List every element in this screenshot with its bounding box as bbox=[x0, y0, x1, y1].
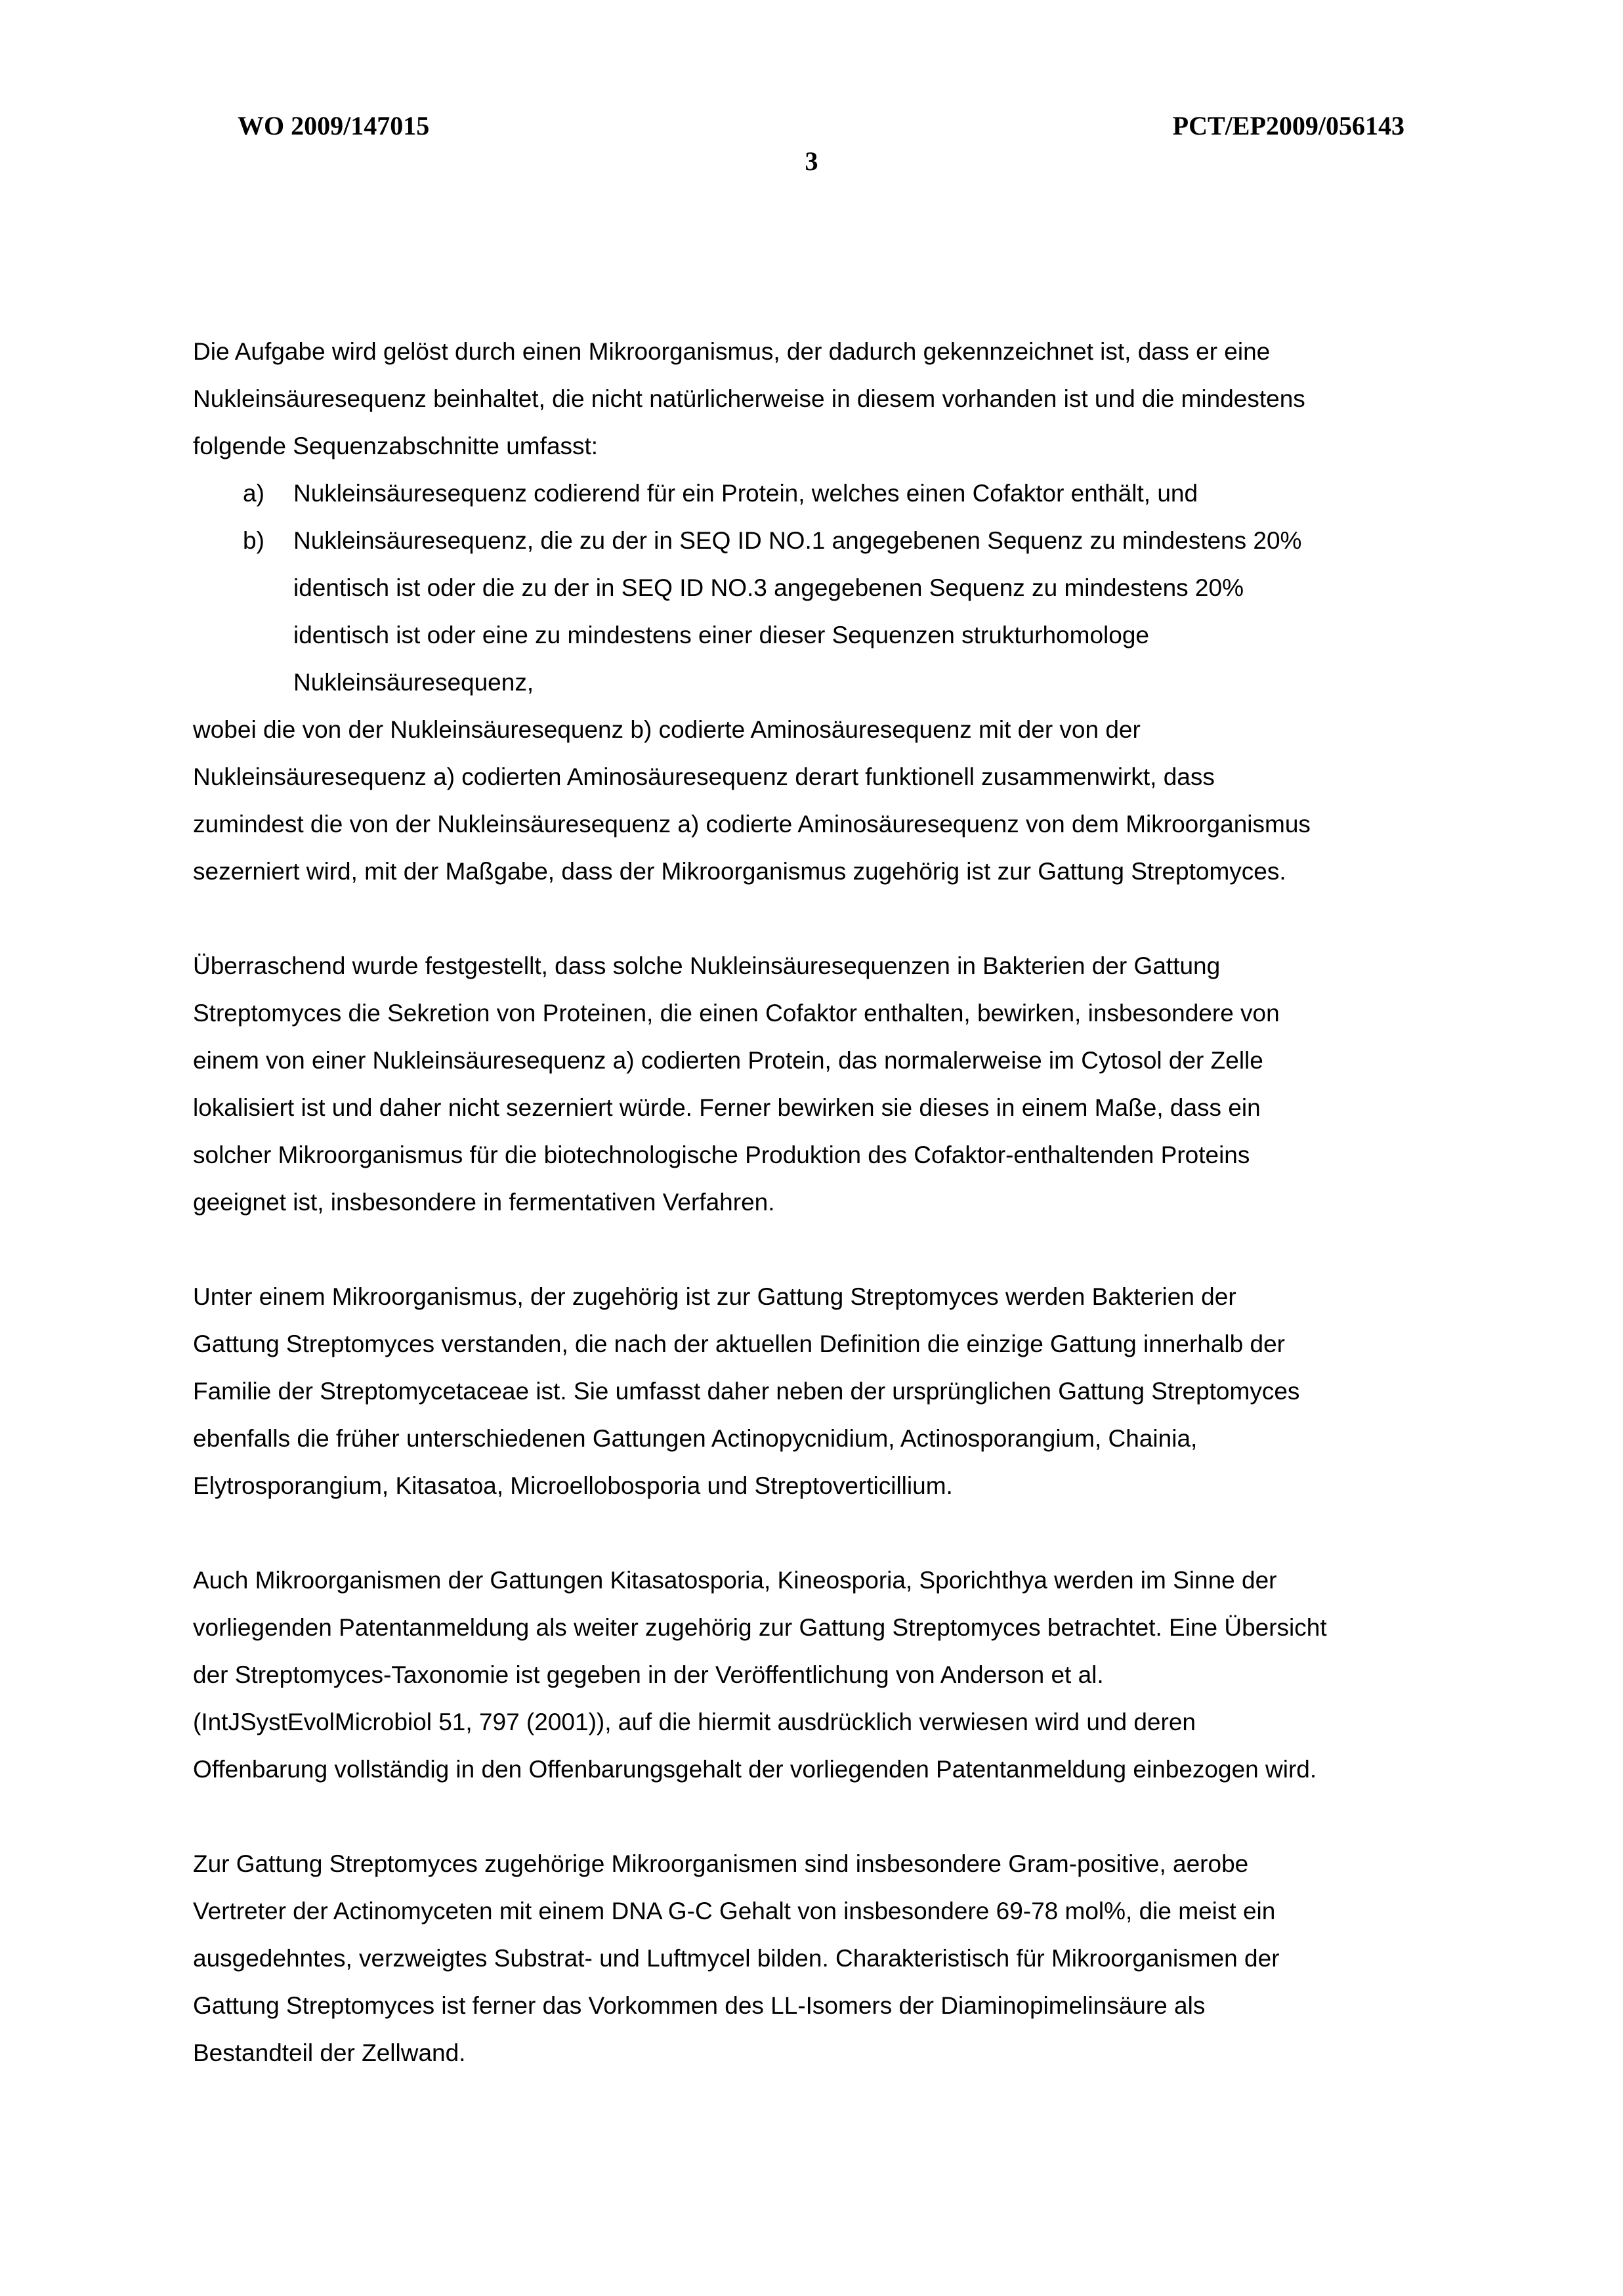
text-line: einem von einer Nukleinsäuresequenz a) codierten Protein, das normalerweise im Cytosol der Zelle bbox=[193, 1047, 1263, 1074]
publication-number: WO 2009/147015 bbox=[238, 111, 430, 140]
text-line: ausgedehntes, verzweigtes Substrat- und Luftmycel bilden. Charakteristisch für Mikroorganismen der bbox=[193, 1945, 1280, 1972]
text-line: Elytrosporangium, Kitasatoa, Microellobosporia und Streptoverticillium. bbox=[193, 1472, 953, 1499]
text-line: Nukleinsäuresequenz, die zu der in SEQ ID NO.1 angegebenen Sequenz zu mindestens 20% bbox=[293, 527, 1302, 554]
text-line: der Streptomyces-Taxonomie ist gegeben in der Veröffentlichung von Anderson et al. bbox=[193, 1661, 1104, 1688]
application-number: PCT/EP2009/056143 bbox=[1172, 111, 1404, 140]
text-line: folgende Sequenzabschnitte umfasst: bbox=[193, 433, 599, 459]
page-number: 3 bbox=[805, 146, 818, 176]
text-line: Nukleinsäuresequenz beinhaltet, die nicht natürlicherweise in diesem vorhanden ist und die mindestens bbox=[193, 385, 1305, 412]
list-marker: a) bbox=[243, 480, 264, 507]
text-line: Auch Mikroorganismen der Gattungen Kitasatosporia, Kineosporia, Sporichthya werden im Sinne der bbox=[193, 1567, 1277, 1594]
paragraph-4 bbox=[193, 1557, 1479, 1793]
text-line: Streptomyces die Sekretion von Proteinen, die einen Cofaktor enthalten, bewirken, insbesondere von bbox=[193, 1000, 1280, 1027]
text-line: Nukleinsäuresequenz codierend für ein Protein, welches einen Cofaktor enthält, und bbox=[293, 480, 1198, 507]
text-line: Gattung Streptomyces verstanden, die nach der aktuellen Definition die einzige Gattung innerhalb der bbox=[193, 1330, 1285, 1357]
text-line: Offenbarung vollständig in den Offenbarungsgehalt der vorliegenden Patentanmeldung einbezogen wird. bbox=[193, 1756, 1317, 1783]
text-line: identisch ist oder eine zu mindestens einer dieser Sequenzen strukturhomologe bbox=[293, 622, 1149, 648]
text-line: Bestandteil der Zellwand. bbox=[193, 2039, 466, 2066]
paragraph-5 bbox=[193, 1840, 1479, 2077]
text-line: Zur Gattung Streptomyces zugehörige Mikroorganismen sind insbesondere Gram-positive, aerobe bbox=[193, 1850, 1249, 1877]
text-line: Nukleinsäuresequenz, bbox=[293, 669, 534, 696]
list-item-a bbox=[193, 470, 1479, 517]
text-line: Unter einem Mikroorganismus, der zugehörig ist zur Gattung Streptomyces werden Bakterien der bbox=[193, 1283, 1236, 1310]
paragraph-3 bbox=[193, 1273, 1479, 1510]
list-marker: b) bbox=[243, 527, 264, 554]
text-line: wobei die von der Nukleinsäuresequenz b) codierte Aminosäuresequenz mit der von der bbox=[193, 716, 1141, 743]
paragraph-1 bbox=[193, 328, 1479, 895]
text-line: Familie der Streptomycetaceae ist. Sie umfasst daher neben der ursprünglichen Gattung Streptomyces bbox=[193, 1378, 1300, 1405]
text-line: vorliegenden Patentanmeldung als weiter zugehörig zur Gattung Streptomyces betrachtet. Eine Übersicht bbox=[193, 1614, 1327, 1641]
text-line: Vertreter der Actinomyceten mit einem DNA G-C Gehalt von insbesondere 69-78 mol%, die meist ein bbox=[193, 1898, 1276, 1924]
text-line: (IntJSystEvolMicrobiol 51, 797 (2001)), auf die hiermit ausdrücklich verwiesen wird und deren bbox=[193, 1709, 1196, 1735]
text-line: sezerniert wird, mit der Maßgabe, dass der Mikroorganismus zugehörig ist zur Gattung Streptomyces. bbox=[193, 858, 1286, 885]
text-line: ebenfalls die früher unterschiedenen Gattungen Actinopycnidium, Actinosporangium, Chainia, bbox=[193, 1425, 1198, 1452]
text-line: Nukleinsäuresequenz a) codierten Aminosäuresequenz derart funktionell zusammenwirkt, dass bbox=[193, 763, 1215, 790]
text-line: geeignet ist, insbesondere in fermentativen Verfahren. bbox=[193, 1189, 775, 1216]
text-line: identisch ist oder die zu der in SEQ ID NO.3 angegebenen Sequenz zu mindestens 20% bbox=[293, 574, 1244, 601]
list-item-b bbox=[193, 517, 1479, 706]
paragraph-2 bbox=[193, 943, 1479, 1226]
text-line: zumindest die von der Nukleinsäuresequenz a) codierte Aminosäuresequenz von dem Mikroorganismus bbox=[193, 811, 1311, 838]
document-body bbox=[193, 328, 1479, 2124]
text-line: lokalisiert ist und daher nicht sezerniert würde. Ferner bewirken sie dieses in einem Maße, dass ein bbox=[193, 1094, 1261, 1121]
text-line: Die Aufgabe wird gelöst durch einen Mikroorganismus, der dadurch gekennzeichnet ist, dass er eine bbox=[193, 338, 1271, 365]
text-line: Gattung Streptomyces ist ferner das Vorkommen des LL-Isomers der Diaminopimelinsäure als bbox=[193, 1992, 1206, 2019]
text-line: Überraschend wurde festgestellt, dass solche Nukleinsäuresequenzen in Bakterien der Gattung bbox=[193, 952, 1221, 979]
text-line: solcher Mikroorganismus für die biotechnologische Produktion des Cofaktor-enthaltenden Proteins bbox=[193, 1141, 1250, 1168]
